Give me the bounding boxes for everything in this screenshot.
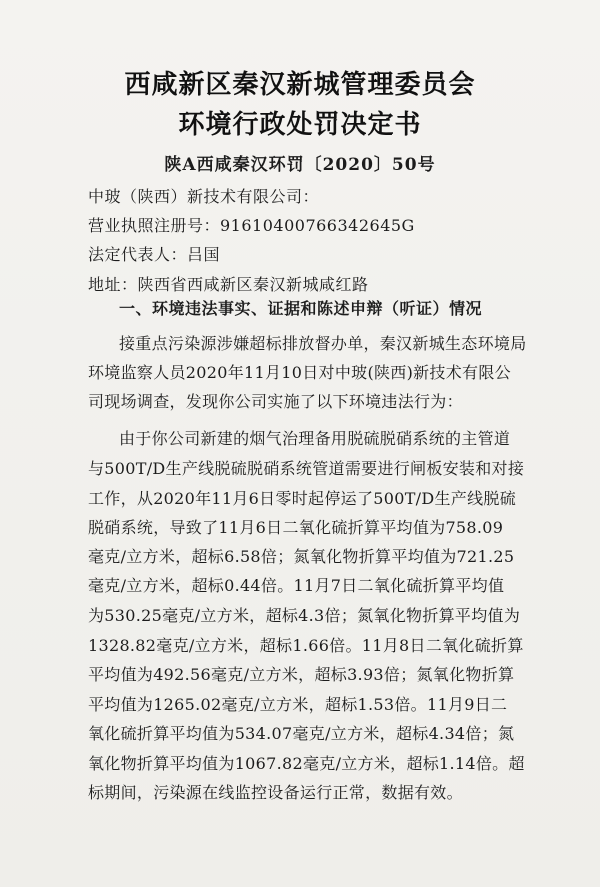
legal-representative: 法定代表人：吕国 <box>88 245 221 264</box>
document-number: 陕A西咸秦汉环罚〔2020〕50号 <box>164 155 436 175</box>
paragraph-line: 环境监察人员2020年11月10日对中玻(陕西)新技术有限公 <box>88 363 511 382</box>
company-name: 中玻（陕西）新技术有限公司： <box>88 187 320 206</box>
company-address: 地址：陕西省西咸新区秦汉新城咸红路 <box>88 275 369 294</box>
document-title: 环境行政处罚决定书 <box>178 110 422 140</box>
paragraph-line: 接重点污染源涉嫌超标排放督办单，秦汉新城生态环境局 <box>119 334 527 353</box>
paragraph-line: 脱硝系统，导致了11月6日二氧化硫折算平均值为758.09 <box>88 518 504 537</box>
paragraph-line: 毫克/立方米，超标0.44倍。11月7日二氧化硫折算平均值 <box>88 576 505 595</box>
paragraph-line: 毫克/立方米，超标6.58倍；氮氧化物折算平均值为721.25 <box>88 547 515 566</box>
paragraph-line: 与500T/D生产线脱硫脱硝系统管道需要进行闸板安装和对接 <box>88 459 525 478</box>
paragraph-line: 1328.82毫克/立方米，超标1.66倍。11月8日二氧化硫折算 <box>88 636 524 655</box>
paragraph-line: 工作，从2020年11月6日零时起停运了500T/D生产线脱硫 <box>88 489 516 508</box>
paragraph-line: 氧化物折算平均值为1067.82毫克/立方米，超标1.14倍。超 <box>88 754 525 773</box>
paragraph-line: 由于你公司新建的烟气治理备用脱硫脱硝系统的主管道 <box>119 429 511 448</box>
section-heading-violation-facts: 一、环境违法事实、证据和陈述申辩（听证）情况 <box>119 299 483 318</box>
paragraph-line: 为530.25毫克/立方米，超标4.3倍；氮氧化物折算平均值为 <box>88 606 521 625</box>
paragraph-line: 平均值为492.56毫克/立方米，超标3.93倍；氮氧化物折算 <box>88 665 515 684</box>
paragraph-line: 标期间，污染源在线监控设备运行正常，数据有效。 <box>88 783 463 802</box>
issuing-authority-title: 西咸新区秦汉新城管理委员会 <box>124 70 476 100</box>
paragraph-line: 平均值为1265.02毫克/立方米，超标1.53倍。11月9日二 <box>88 695 508 714</box>
paragraph-line: 司现场调查，发现你公司实施了以下环境违法行为： <box>88 392 463 411</box>
business-license-number: 营业执照注册号：91610400766342645G <box>88 216 415 235</box>
paragraph-line: 氧化硫折算平均值为534.07毫克/立方米，超标4.34倍；氮 <box>88 724 515 743</box>
